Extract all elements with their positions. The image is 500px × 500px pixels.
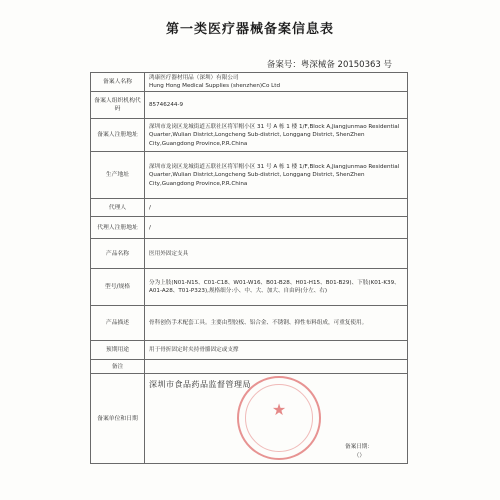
label-record-unit: 备案单位和日期 [91, 374, 145, 464]
row-registered-address [91, 119, 408, 152]
label-model-spec: 型号/规格 [91, 269, 145, 306]
record-date-value: （） [353, 453, 365, 460]
value-record-unit-cell [145, 374, 408, 464]
value-product-name: 医用外固定支具 [145, 239, 408, 269]
document-title: 第一类医疗器械备案信息表 [165, 22, 334, 37]
row-product-description [91, 306, 408, 341]
label-agent-address: 代理人注册地址 [91, 217, 145, 239]
row-record-unit [91, 374, 408, 464]
value-agent: / [145, 199, 408, 217]
row-applicant-name [91, 73, 408, 92]
official-seal-stamp [237, 376, 321, 460]
row-intended-use [91, 341, 408, 360]
row-agent [91, 199, 408, 217]
record-unit-name: 深圳市食品药品监督管理局 [149, 380, 251, 390]
value-registered-address: 深圳市龙岗区龙城街道五联社区将军帽小区 31 号 A 栋 1 楼 1/F,Block A,Jiangjunmao Residential Quarter,Wulian District,Longcheng Sub-district, Longgang District, ShenZhen City,Guangdong Province,P.R.China [145, 119, 408, 152]
label-product-name: 产品名称 [91, 239, 145, 269]
value-product-description: 骨科创伤手术配套工具。主要由塑胶板、铝合金、不锈钢、抑性布料组成，可重复使用。 [145, 306, 408, 341]
value-org-code: 85746244-9 [145, 92, 408, 119]
row-product-name [91, 239, 408, 269]
label-applicant-name: 备案人名称 [91, 73, 145, 92]
value-applicant-name [145, 73, 408, 92]
value-intended-use: 用于骨折固定时夹持骨骼固定或支撑 [145, 341, 408, 360]
row-agent-address [91, 217, 408, 239]
row-org-code [91, 92, 408, 119]
record-number: 备案号：粤深械备 20150363 号 [266, 60, 392, 70]
label-org-code: 备案人组织机构代码 [91, 92, 145, 119]
applicant-name-en: Hung Hong Medical Supplies (shenzhen)Co Ltd [149, 83, 281, 90]
label-product-description: 产品描述 [91, 306, 145, 341]
value-production-address: 深圳市龙岗区龙城街道五联社区将军帽小区 31 号 A 栋 1 楼 1/F,Block A,Jiangjunmao Residential Quarter,Wulian District,Longcheng Sub-district, Longgang District, ShenZhen City,Guangdong Province,P.R.China [145, 152, 408, 199]
value-remark [145, 360, 408, 374]
label-remark: 备注 [91, 360, 145, 374]
row-production-address [91, 152, 408, 199]
label-production-address: 生产地址 [91, 152, 145, 199]
label-intended-use: 预期用途 [91, 341, 145, 360]
record-date-label: 备案日期： [345, 444, 373, 451]
row-model-spec [91, 269, 408, 306]
label-registered-address: 备案人注册地址 [91, 119, 145, 152]
label-agent: 代理人 [91, 199, 145, 217]
record-table [90, 72, 408, 464]
value-agent-address: / [145, 217, 408, 239]
value-model-spec: 分为上肢(N01-N15、C01-C18、W01-W16、B01-B28、H01-H15、B01-B29)、下肢(K01-K39、A01-A28、T01-P323),规格细分:小、中、大、加大、自由码(分左、右) [145, 269, 408, 306]
applicant-name-cn: 鸿康医疗器材用品（深圳）有限公司 [149, 75, 239, 81]
row-remark [91, 360, 408, 374]
seal-star-icon: ★ [271, 400, 287, 420]
